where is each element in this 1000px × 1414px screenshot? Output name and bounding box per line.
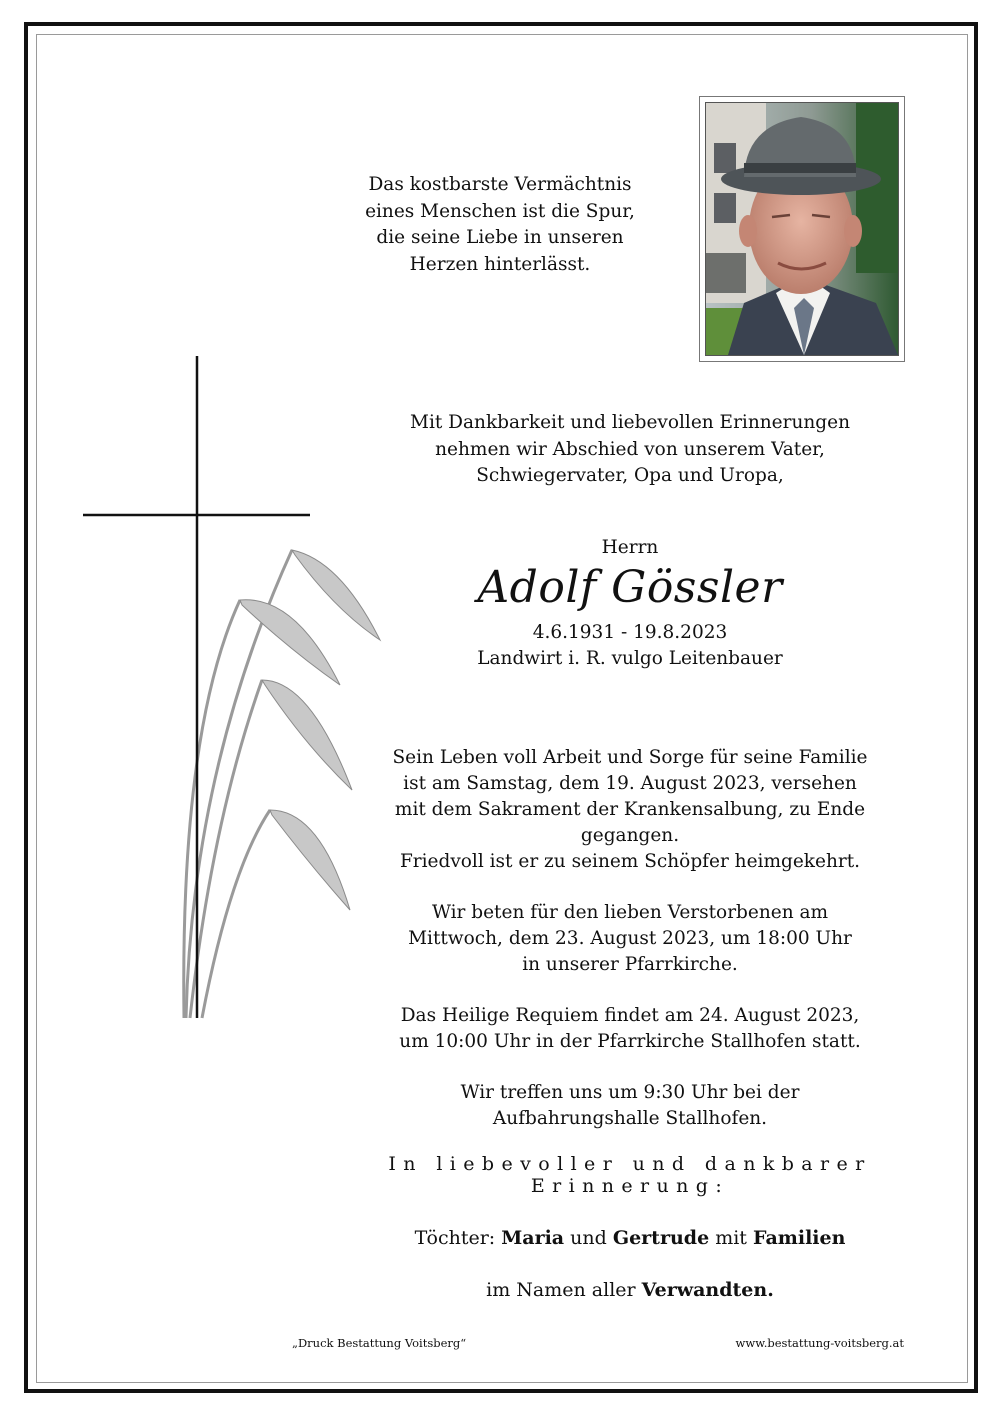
- deceased-name: Adolf Gössler: [477, 562, 783, 613]
- life-dates: 4.6.1931 - 19.8.2023: [532, 622, 728, 643]
- verse-line: Das kostbarste Vermächtnis: [368, 174, 632, 195]
- text-line: mit dem Sakrament der Krankensalbung, zu Ende gegangen.: [394, 799, 866, 846]
- closing-line: In liebevoller und dankbarer Erinnerung:: [388, 1153, 872, 1197]
- family-connector: und: [570, 1227, 607, 1249]
- text-line: Friedvoll ist er zu seinem Schöpfer heimgekehrt.: [399, 851, 861, 872]
- text-line: Das Heilige Requiem findet am 24. August 2023,: [400, 1005, 860, 1026]
- family-prefix: Töchter:: [414, 1227, 496, 1249]
- relatives-line: [380, 1279, 880, 1301]
- memorial-verse: [330, 172, 670, 278]
- family-connector: mit: [715, 1227, 747, 1249]
- text-line: um 10:00 Uhr in der Pfarrkirche Stallhofen statt.: [399, 1031, 861, 1052]
- portrait-frame: [699, 96, 905, 362]
- verse-line: die seine Liebe in unseren: [376, 227, 624, 248]
- verse-line: Herzen hinterlässt.: [409, 253, 591, 275]
- intro-text: [380, 410, 880, 490]
- family-name: Gertrude: [612, 1227, 710, 1249]
- paragraph-prayer: [350, 900, 910, 978]
- text-line: Mittwoch, dem 23. August 2023, um 18:00 Uhr: [408, 928, 852, 949]
- text-line: in unserer Pfarrkirche.: [522, 954, 738, 975]
- portrait-photo: [705, 102, 899, 356]
- text-line: ist am Samstag, dem 19. August 2023, versehen: [403, 773, 857, 794]
- text-line: Sein Leben voll Arbeit und Sorge für seine Familie: [392, 747, 868, 768]
- paragraph-meeting: [350, 1080, 910, 1132]
- text-line: Wir treffen uns um 9:30 Uhr bei der: [460, 1082, 800, 1103]
- text-line: Aufbahrungshalle Stallhofen.: [492, 1108, 768, 1129]
- family-name: Maria: [501, 1227, 565, 1249]
- paragraph-requiem: [350, 1003, 910, 1055]
- text-line: Wir beten für den lieben Verstorbenen am: [431, 902, 829, 923]
- announcement-body: [350, 745, 910, 1157]
- relatives-word: Verwandten.: [641, 1279, 774, 1301]
- family-line: [380, 1227, 880, 1249]
- verse-line: eines Menschen ist die Spur,: [365, 200, 635, 222]
- relatives-prefix: im Namen aller: [486, 1279, 636, 1301]
- family-families: Familien: [753, 1227, 846, 1249]
- life-dates-block: [430, 620, 830, 672]
- occupation: Landwirt i. R. vulgo Leitenbauer: [477, 648, 783, 669]
- intro-line: Schwiegervater, Opa und Uropa,: [476, 465, 784, 486]
- intro-line: Mit Dankbarkeit und liebevollen Erinnerungen: [410, 412, 850, 433]
- footer-printer: „Druck Bestattung Voitsberg“: [292, 1336, 467, 1350]
- footer-website[interactable]: www.bestattung-voitsberg.at: [735, 1336, 904, 1350]
- intro-line: nehmen wir Abschied von unserem Vater,: [435, 438, 825, 460]
- salutation: Herrn: [601, 537, 659, 558]
- paragraph-passing: [350, 745, 910, 875]
